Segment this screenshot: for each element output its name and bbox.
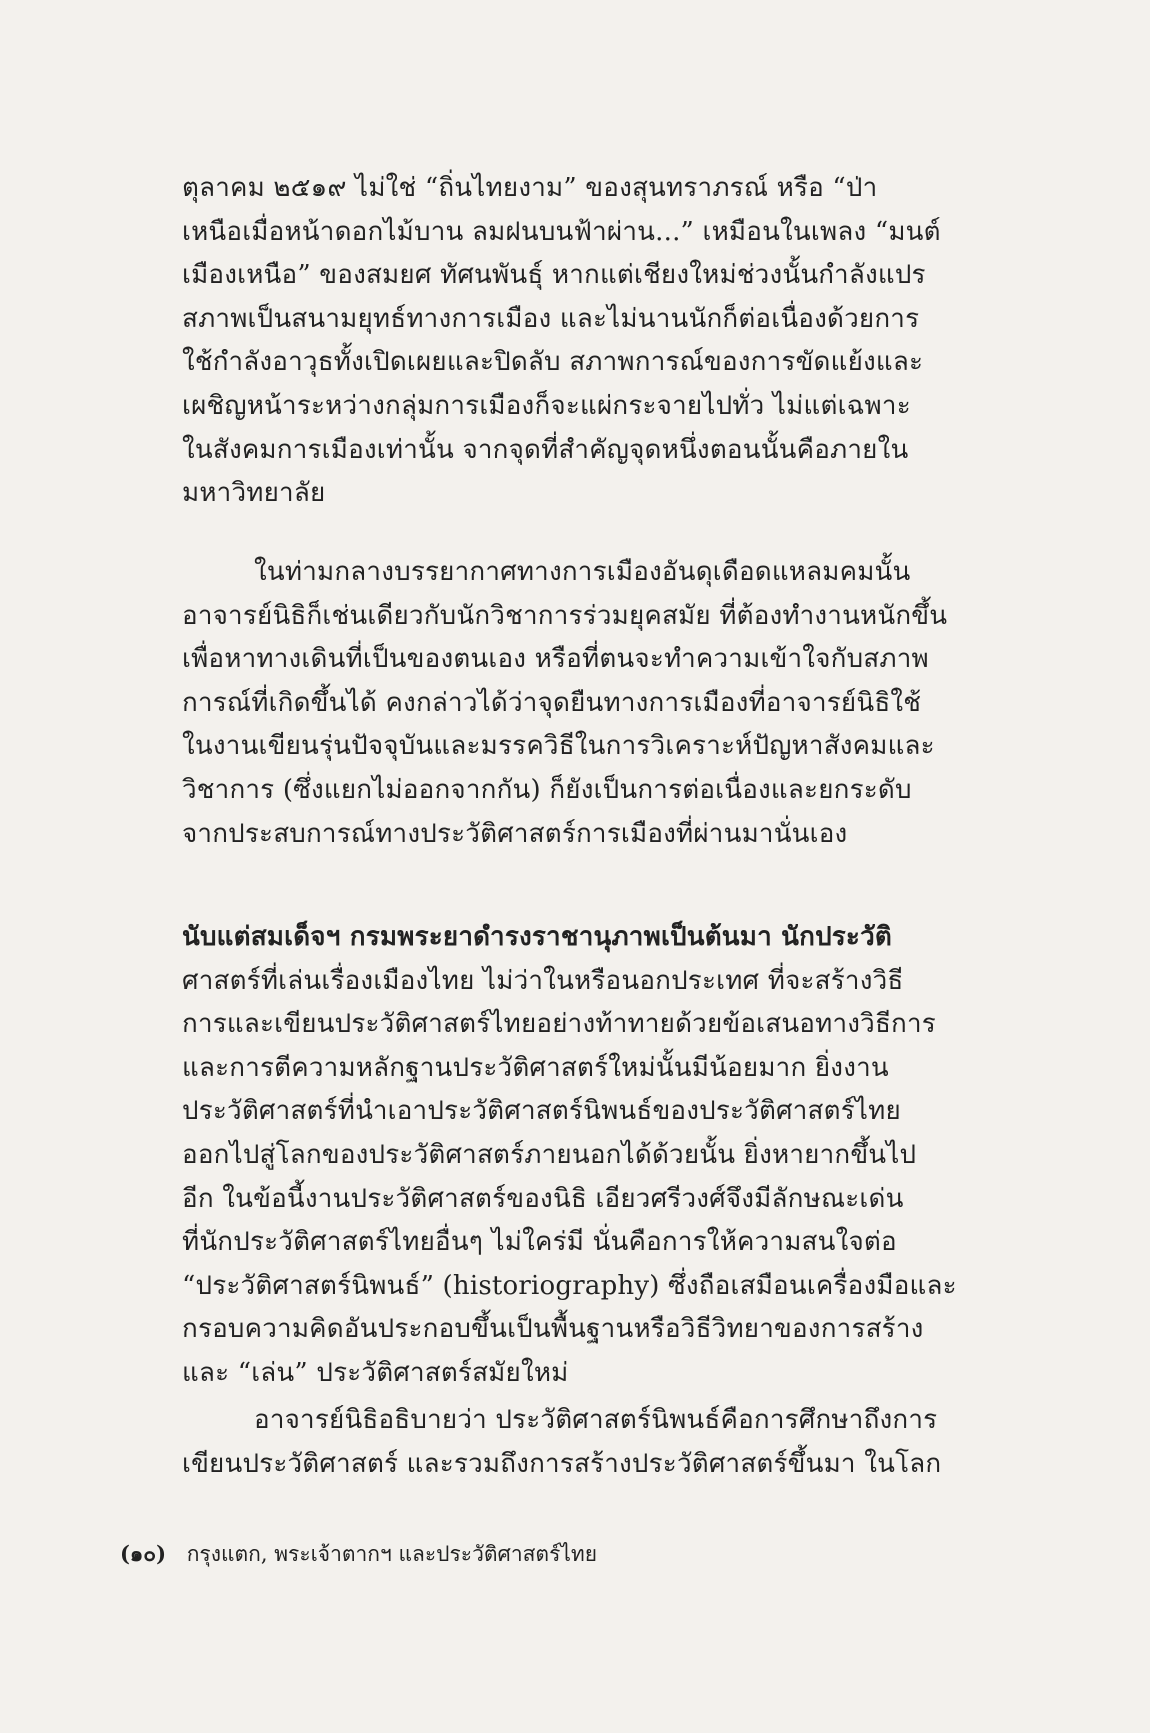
- text-line: เขียนประวัติศาสตร์ และรวมถึงการสร้างประวัติศาสตร์ขึ้นมา ในโลก: [182, 1448, 942, 1479]
- text-line: ใช้กำลังอาวุธทั้งเปิดเผยและปิดลับ สภาพการณ์ของการขัดแย้งและ: [182, 347, 924, 378]
- text-line: อีก ในข้อนี้งานประวัติศาสตร์ของนิธิ เอียวศรีวงศ์จึงมีลักษณะเด่น: [182, 1183, 904, 1214]
- text-line: มหาวิทยาลัย: [182, 478, 326, 509]
- text-line: เผชิญหน้าระหว่างกลุ่มการเมืองก็จะแผ่กระจายไปทั่ว ไม่แต่เฉพาะ: [182, 390, 911, 421]
- paragraph-1: [182, 167, 952, 516]
- text-line: และ “เล่น” ประวัติศาสตร์สมัยใหม่: [182, 1357, 569, 1388]
- section-lead-line: นับแต่สมเด็จฯ กรมพระยาดำรงราชานุภาพเป็นต้นมา นักประวัติ: [182, 922, 892, 952]
- text-line: ประวัติศาสตร์ที่นำเอาประวัติศาสตร์นิพนธ์ของประวัติศาสตร์ไทย: [182, 1096, 901, 1127]
- paragraph-2: [182, 551, 952, 856]
- page-number: (๑๐): [120, 1541, 167, 1566]
- text-line: อาจารย์นิธิอธิบายว่า ประวัติศาสตร์นิพนธ์คือการศึกษาถึงการ: [254, 1405, 938, 1435]
- text-line: เหนือเมื่อหน้าดอกไม้บาน ลมฝนบนฟ้าผ่าน...” เหมือนในเพลง “มนต์: [182, 216, 941, 247]
- text-line: และการตีความหลักฐานประวัติศาสตร์ใหม่นั้นมีน้อยมาก ยิ่งงาน: [182, 1052, 889, 1083]
- text-line: สภาพเป็นสนามยุทธ์ทางการเมือง และไม่นานนักก็ต่อเนื่องด้วยการ: [182, 303, 920, 334]
- text-line: การณ์ที่เกิดขึ้นได้ คงกล่าวได้ว่าจุดยืนทางการเมืองที่อาจารย์นิธิใช้: [182, 687, 922, 718]
- text-line: วิชาการ (ซึ่งแยกไม่ออกจากกัน) ก็ยังเป็นการต่อเนื่องและยกระดับ: [182, 774, 912, 805]
- text-line: เมืองเหนือ” ของสมยศ ทัศนพันธุ์ หากแต่เชียงใหม่ช่วงนั้นกำลังแปร: [182, 260, 926, 291]
- text-line: การและเขียนประวัติศาสตร์ไทยอย่างท้าทายด้วยข้อเสนอทางวิธีการ: [182, 1009, 936, 1040]
- paragraph-3: [182, 916, 957, 1396]
- text-line: ศาสตร์ที่เล่นเรื่องเมืองไทย ไม่ว่าในหรือนอกประเทศ ที่จะสร้างวิธี: [182, 965, 904, 996]
- text-line: กรอบความคิดอันประกอบขึ้นเป็นพื้นฐานหรือวิธีวิทยาของการสร้าง: [182, 1314, 924, 1345]
- running-title: กรุงแตก, พระเจ้าตากฯ และประวัติศาสตร์ไทย: [186, 1542, 598, 1566]
- text-line: “ประวัติศาสตร์นิพนธ์” (historiography) ซึ่งถือเสมือนเครื่องมือและ: [182, 1270, 957, 1301]
- text-line: ตุลาคม ๒๕๑๙ ไม่ใช่ “ถิ่นไทยงาม” ของสุนทราภรณ์ หรือ “ป่า: [182, 173, 878, 203]
- page-footer: [120, 1539, 597, 1569]
- text-line: ในงานเขียนรุ่นปัจจุบันและมรรควิธีในการวิเคราะห์ปัญหาสังคมและ: [182, 731, 935, 762]
- text-line: อาจารย์นิธิก็เช่นเดียวกับนักวิชาการร่วมยุคสมัย ที่ต้องทำงานหนักขึ้น: [182, 600, 948, 631]
- text-line: ในท่ามกลางบรรยากาศทางการเมืองอันดุเดือดแหลมคมนั้น: [254, 557, 911, 587]
- text-line: จากประสบการณ์ทางประวัติศาสตร์การเมืองที่ผ่านมานั่นเอง: [182, 818, 848, 849]
- text-line: ที่นักประวัติศาสตร์ไทยอื่นๆ ไม่ใคร่มี นั่นคือการให้ความสนใจต่อ: [182, 1227, 897, 1258]
- text-line: ในสังคมการเมืองเท่านั้น จากจุดที่สำคัญจุดหนึ่งตอนนั้นคือภายใน: [182, 434, 909, 465]
- text-line: เพื่อหาทางเดินที่เป็นของตนเอง หรือที่ตนจะทำความเข้าใจกับสภาพ: [182, 644, 929, 675]
- text-line: ออกไปสู่โลกของประวัติศาสตร์ภายนอกได้ด้วยนั้น ยิ่งหายากขึ้นไป: [182, 1139, 917, 1170]
- paragraph-4: [182, 1399, 952, 1486]
